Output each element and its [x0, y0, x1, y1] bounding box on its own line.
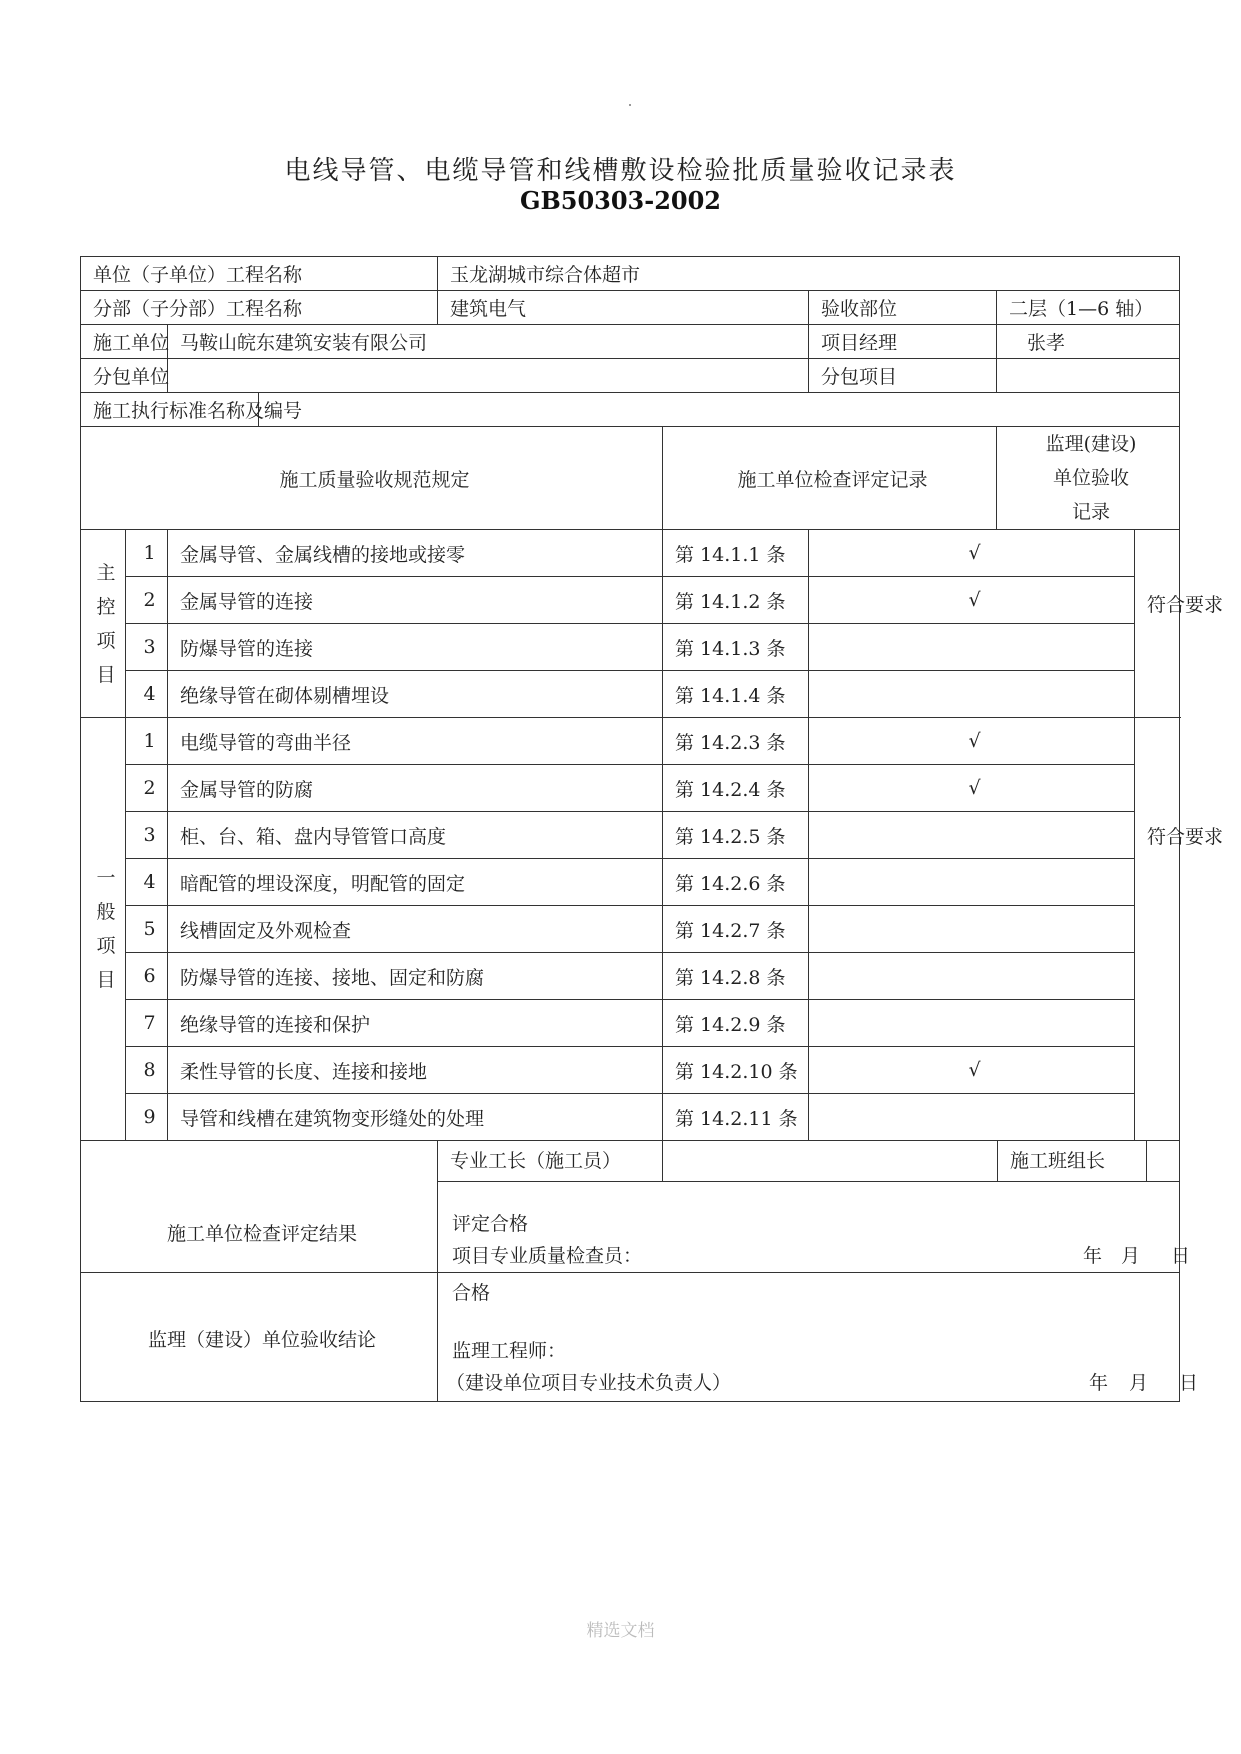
item-number: 2 [126, 765, 168, 812]
contractor-value: 马鞍山皖东建筑安装有限公司 [168, 325, 809, 359]
supervision-verdict: 合格 [452, 1282, 491, 1304]
subproject-label: 分包项目 [809, 359, 997, 393]
general-item-row [81, 906, 1180, 953]
item-check [809, 1094, 1135, 1141]
inspection-form [80, 256, 1224, 1402]
date-month: 月 [1129, 1372, 1149, 1394]
item-clause: 第 14.1.1 条 [663, 530, 809, 577]
item-number: 3 [126, 624, 168, 671]
item-number: 5 [126, 906, 168, 953]
item-text: 绝缘导管在砌体剔槽埋设 [168, 671, 663, 718]
item-text: 柔性导管的长度、连接和接地 [168, 1047, 663, 1094]
general-group-label: 一 般 项 目 [81, 718, 126, 1141]
standard-code: GB50303-2002 [519, 186, 722, 215]
standard-value [259, 393, 1180, 427]
subproject-value [997, 359, 1180, 393]
item-text: 防爆导管的连接 [168, 624, 663, 671]
contractor-result-row [81, 1141, 1180, 1273]
inspector-line [438, 1240, 1191, 1272]
item-clause: 第 14.1.3 条 [663, 624, 809, 671]
column-header-row [81, 427, 1180, 530]
owner-label: （建设单位项目专业技术负责人） [446, 1372, 732, 1394]
project-label: 单位（子单位）工程名称 [81, 257, 438, 291]
item-clause: 第 14.2.8 条 [663, 953, 809, 1000]
project-value: 玉龙湖城市综合体超市 [438, 257, 1180, 291]
manager-label: 项目经理 [809, 325, 997, 359]
item-text: 金属导管的防腐 [168, 765, 663, 812]
main-conclusion: 符合要求 [1135, 530, 1180, 718]
supervision-header-line3: 记录 [1072, 501, 1111, 523]
date-year: 年 [1083, 1245, 1103, 1267]
item-check [809, 812, 1135, 859]
item-check: √ [809, 577, 1135, 624]
foreman-value [663, 1141, 998, 1181]
item-check: √ [809, 530, 1135, 577]
item-clause: 第 14.1.4 条 [663, 671, 809, 718]
date-year: 年 [1089, 1372, 1109, 1394]
item-clause: 第 14.2.7 条 [663, 906, 809, 953]
item-text: 柜、台、箱、盘内导管管口高度 [168, 812, 663, 859]
item-number: 8 [126, 1047, 168, 1094]
item-number: 7 [126, 1000, 168, 1047]
supervision-header [997, 427, 1180, 530]
item-text: 金属导管、金属线槽的接地或接零 [168, 530, 663, 577]
page-title: 电线导管、电缆导管和线槽敷设检验批质量验收记录表 [284, 156, 957, 186]
standard-row [81, 393, 1180, 427]
item-text: 绝缘导管的连接和保护 [168, 1000, 663, 1047]
item-clause: 第 14.2.5 条 [663, 812, 809, 859]
item-text: 防爆导管的连接、接地、固定和防腐 [168, 953, 663, 1000]
main-item-row [81, 624, 1180, 671]
date-day: 日 [1179, 1372, 1199, 1394]
item-number: 1 [126, 718, 168, 765]
item-clause: 第 14.2.3 条 [663, 718, 809, 765]
general-item-row [81, 1000, 1180, 1047]
engineer-label: 监理工程师： [452, 1340, 567, 1362]
item-check [809, 859, 1135, 906]
contractor-verdict: 评定合格 [452, 1213, 529, 1235]
main-item-row [81, 577, 1180, 624]
spec-header: 施工质量验收规范规定 [81, 427, 663, 530]
general-item-row [81, 1047, 1180, 1094]
standard-label: 施工执行标准名称及编号 [81, 393, 259, 427]
subcontractor-row [81, 359, 1180, 393]
location-label: 验收部位 [809, 291, 997, 325]
item-number: 4 [126, 671, 168, 718]
main-item-row [81, 671, 1180, 718]
foreman-label: 专业工长（施工员） [438, 1141, 663, 1181]
item-text: 线槽固定及外观检查 [168, 906, 663, 953]
general-item-row [81, 1094, 1180, 1141]
item-number: 1 [126, 530, 168, 577]
manager-value: 张孝 [997, 325, 1180, 359]
general-item-row [81, 812, 1180, 859]
general-item-row [81, 718, 1180, 765]
contractor-result-label: 施工单位检查评定结果 [81, 1141, 438, 1273]
general-conclusion: 符合要求 [1135, 718, 1180, 1141]
item-text: 电缆导管的弯曲半径 [168, 718, 663, 765]
item-check: √ [809, 1047, 1135, 1094]
item-clause: 第 14.2.10 条 [663, 1047, 809, 1094]
item-check [809, 953, 1135, 1000]
division-label: 分部（子分部）工程名称 [81, 291, 438, 325]
project-row [81, 257, 1180, 291]
supervision-result-box [438, 1273, 1199, 1402]
item-number: 3 [126, 812, 168, 859]
item-number: 6 [126, 953, 168, 1000]
date-month: 月 [1121, 1245, 1141, 1267]
supervision-header-line2: 单位验收 [1053, 467, 1130, 489]
footer-watermark: 精选文档 [586, 1621, 655, 1641]
general-item-row [81, 953, 1180, 1000]
item-text: 导管和线槽在建筑物变形缝处的处理 [168, 1094, 663, 1141]
general-item-row [81, 859, 1180, 906]
item-check: √ [809, 765, 1135, 812]
main-item-row [81, 530, 1180, 577]
contractor-signers [438, 1141, 1179, 1182]
item-clause: 第 14.2.4 条 [663, 765, 809, 812]
date-day: 日 [1171, 1245, 1191, 1267]
item-number: 9 [126, 1094, 168, 1141]
owner-line [438, 1367, 1199, 1399]
general-item-row [81, 765, 1180, 812]
location-value: 二层（1—6 轴） [997, 291, 1180, 325]
item-text: 暗配管的埋设深度，明配管的固定 [168, 859, 663, 906]
item-check [809, 906, 1135, 953]
team-leader-value [1147, 1141, 1179, 1181]
item-check: √ [809, 718, 1135, 765]
item-check [809, 624, 1135, 671]
team-leader-label: 施工班组长 [998, 1141, 1147, 1181]
contractor-result-box [438, 1141, 1191, 1273]
supervision-result-label: 监理（建设）单位验收结论 [81, 1273, 438, 1402]
item-clause: 第 14.2.11 条 [663, 1094, 809, 1141]
subcontractor-value [168, 359, 809, 393]
supervision-header-line1: 监理(建设) [1045, 433, 1137, 455]
item-check [809, 1000, 1135, 1047]
subcontractor-label: 分包单位 [81, 359, 168, 393]
page-dot [629, 104, 631, 106]
item-text: 金属导管的连接 [168, 577, 663, 624]
item-number: 4 [126, 859, 168, 906]
item-clause: 第 14.2.6 条 [663, 859, 809, 906]
division-row [81, 291, 1180, 325]
item-clause: 第 14.1.2 条 [663, 577, 809, 624]
item-number: 2 [126, 577, 168, 624]
inspector-label: 项目专业质量检查员： [452, 1245, 643, 1267]
division-value: 建筑电气 [438, 291, 809, 325]
main-group-label: 主 控 项 目 [81, 530, 126, 718]
item-clause: 第 14.2.9 条 [663, 1000, 809, 1047]
contractor-row [81, 325, 1180, 359]
contractor-label: 施工单位 [81, 325, 168, 359]
record-header: 施工单位检查评定记录 [663, 427, 997, 530]
item-check [809, 671, 1135, 718]
supervision-result-row [81, 1273, 1180, 1402]
